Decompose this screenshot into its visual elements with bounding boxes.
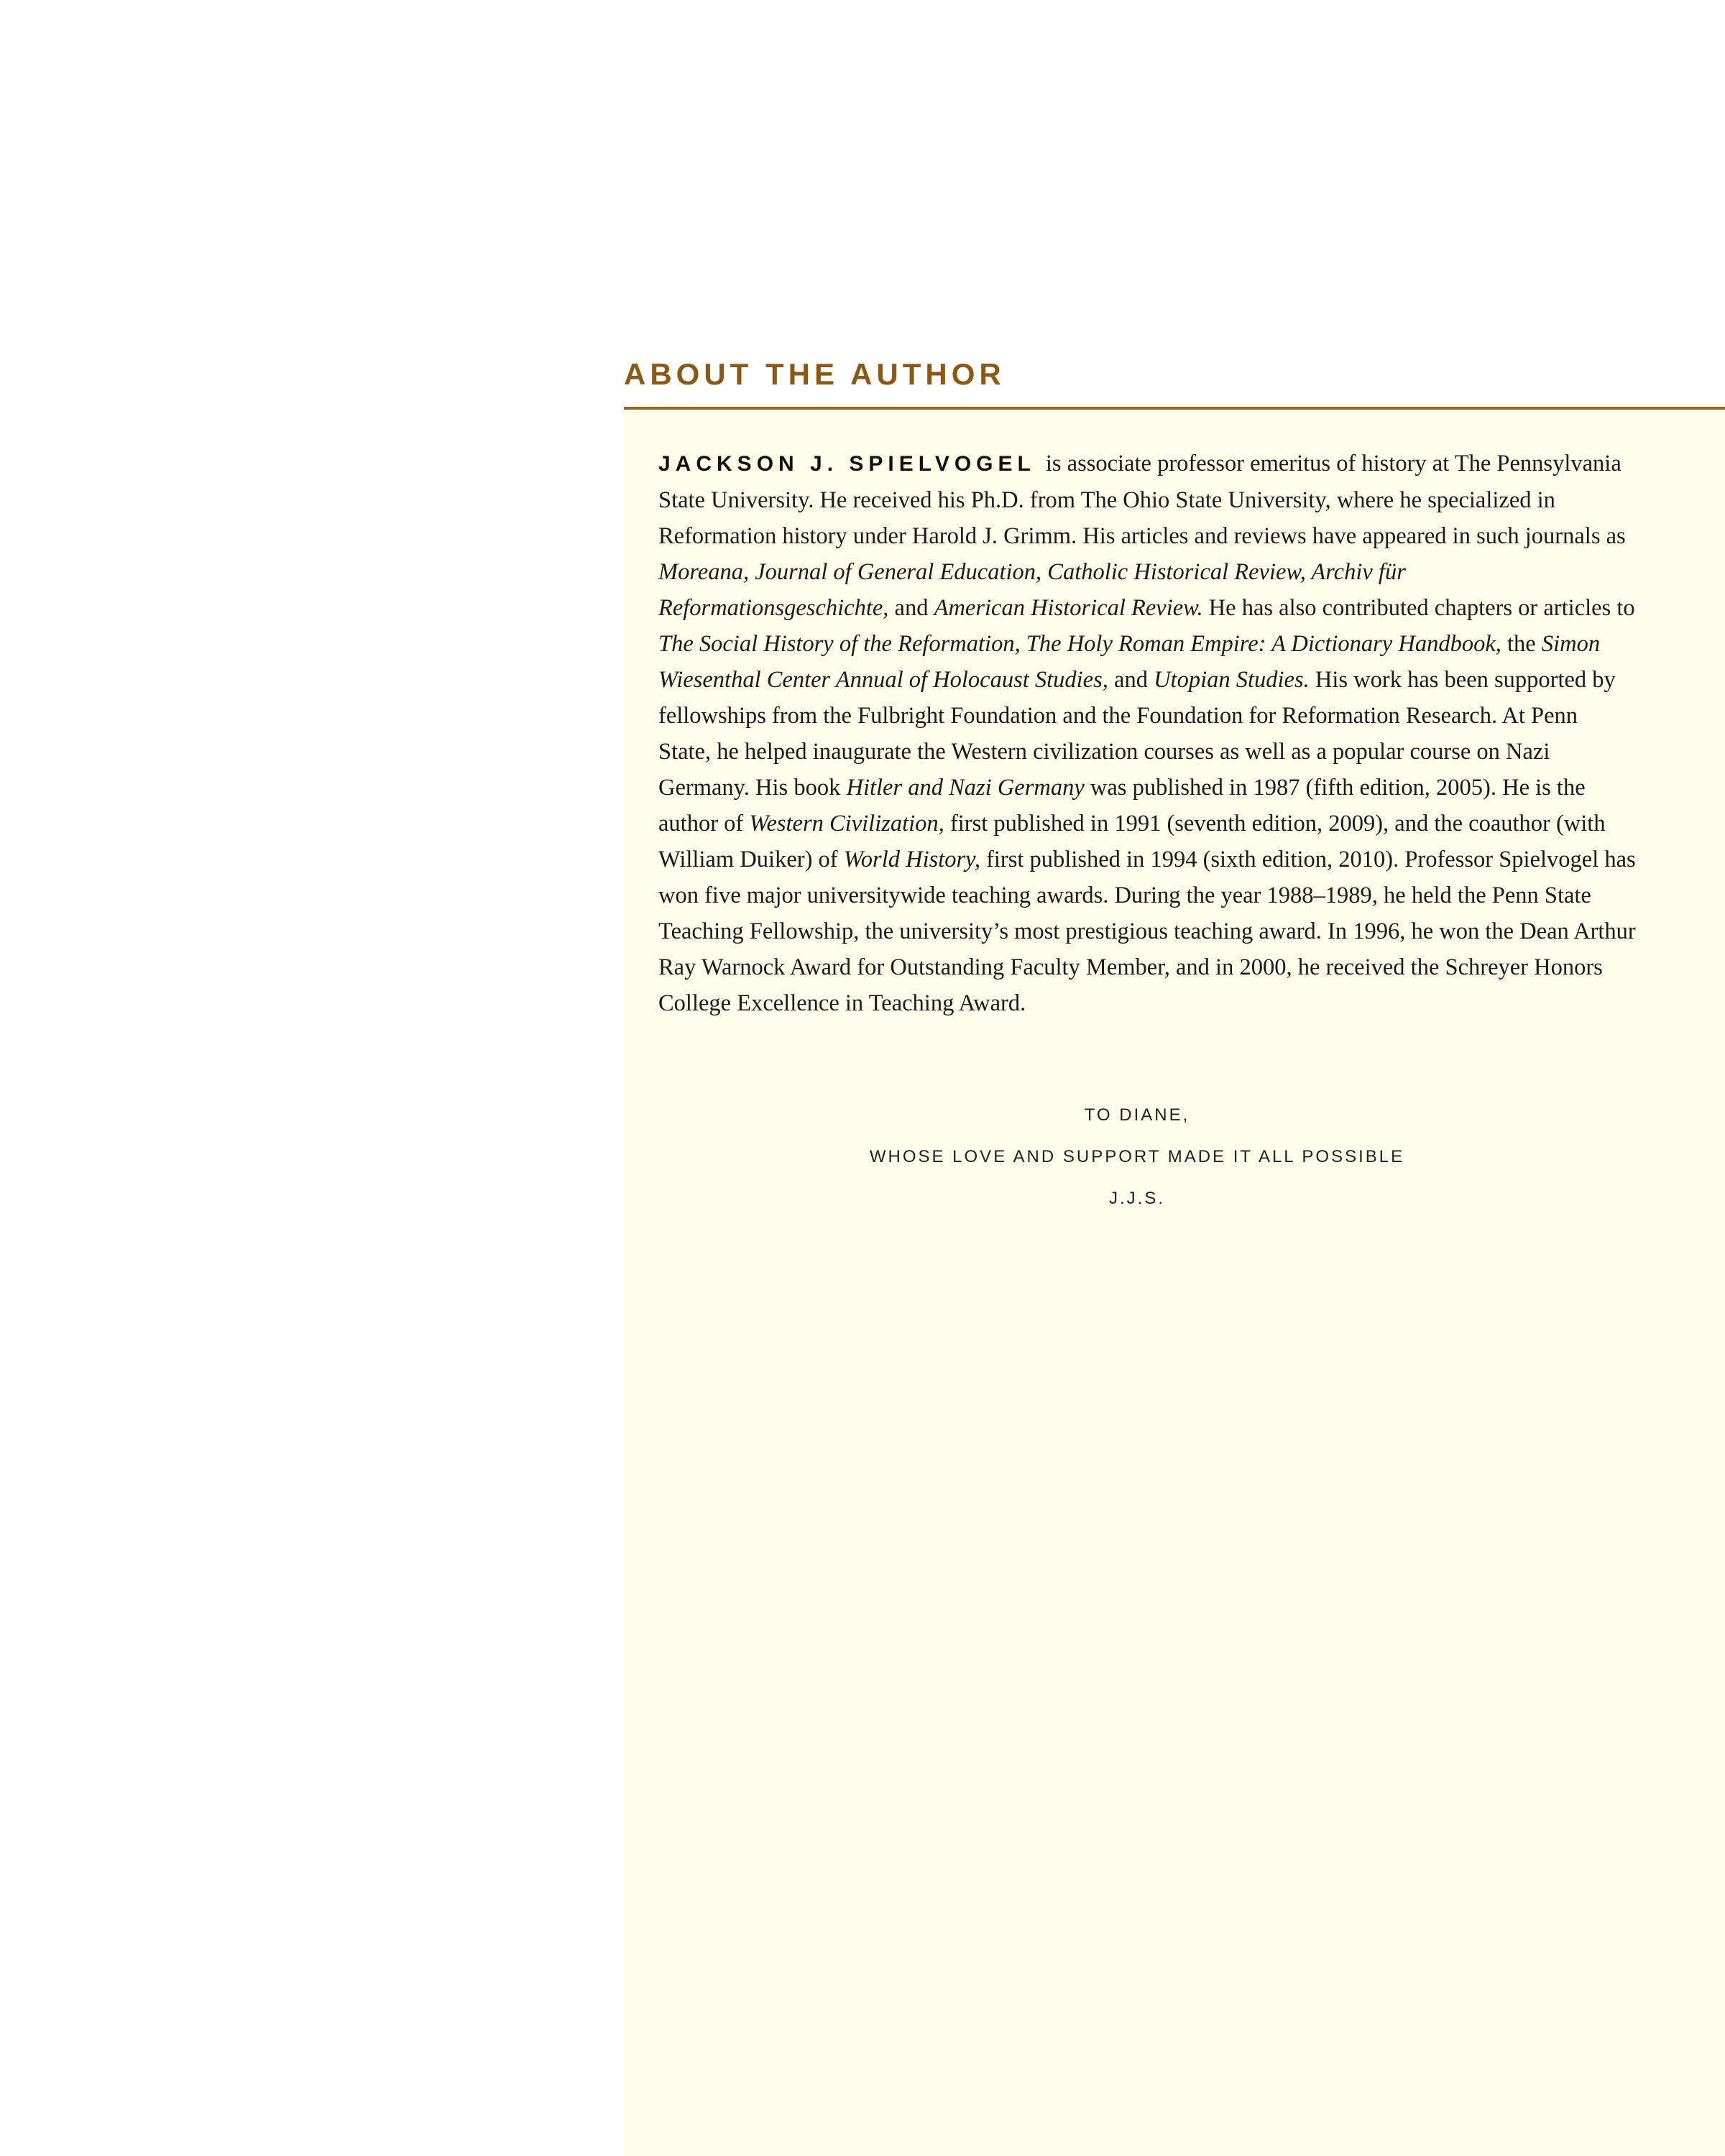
author-bio xyxy=(658,446,1636,1021)
dedication-line-1: TO DIANE, xyxy=(1084,1105,1190,1125)
bio-segment: He has also contributed chapters or articles to xyxy=(1202,595,1635,621)
dedication-line-2: WHOSE LOVE AND SUPPORT MADE IT ALL POSSIBLE xyxy=(869,1147,1405,1166)
heading-rule xyxy=(624,407,1725,410)
bio-segment: His work has been supported by fellowships from the Fulbright Foundation and the Foundation for Reformation Research. At Penn State, he helped inaugurate the Western civilization courses as well as a popular course on Nazi Germany. His book xyxy=(658,667,1616,801)
bio-segment: was published in 1987 (fifth edition, 2005). He is the author of xyxy=(658,775,1586,837)
author-name: JACKSON J. SPIELVOGEL xyxy=(658,452,1036,476)
bio-segment: first published in 1994 (sixth edition, 2010). Professor Spielvogel has won five major universitywide teaching awards. During the year 1988–1989, he held the Penn State Teaching Fellowship, the university’s most prestigious teaching award. In 1996, he won the Dean Arthur Ray Warnock Award for Outstanding Faculty Member, and in 2000, he received the Schreyer Honors College Excellence in Teaching Award. xyxy=(658,847,1636,1016)
section-heading: ABOUT THE AUTHOR xyxy=(624,357,1006,391)
bio-segment-italic: Hitler and Nazi Germany xyxy=(846,775,1085,801)
bio-segment-italic: Western Civilization, xyxy=(749,811,944,837)
bio-segment: is associate professor emeritus of history at The Pennsylvania State University. He received his Ph.D. from The Ohio State University, where he specialized in Reformation history under Harold J. Grimm. His articles and reviews have appeared in such journals as xyxy=(658,451,1626,549)
bio-segment: the xyxy=(1501,631,1542,657)
bio-segment-italic: Moreana, Journal of General Education, Catholic Historical Review, Archiv für Reformationsgeschichte, xyxy=(658,559,1406,621)
dedication xyxy=(624,1100,1650,1225)
bio-segment-italic: Utopian Studies. xyxy=(1154,667,1310,693)
bio-segment: and xyxy=(888,595,934,621)
bio-segment: first published in 1991 (seventh edition, 2009), and the coauthor (with William Duiker) of xyxy=(658,811,1606,872)
bio-segment-italic: Simon Wiesenthal Center Annual of Holocaust Studies, xyxy=(658,631,1601,693)
bio-text xyxy=(658,451,1636,1016)
bio-segment-italic: The Social History of the Reformation, The Holy Roman Empire: A Dictionary Handbook, xyxy=(658,631,1501,657)
bio-segment-italic: American Historical Review. xyxy=(934,595,1203,621)
bio-segment: and xyxy=(1108,667,1154,693)
dedication-signature: J.J.S. xyxy=(1108,1189,1165,1208)
bio-segment-italic: World History, xyxy=(843,847,980,872)
